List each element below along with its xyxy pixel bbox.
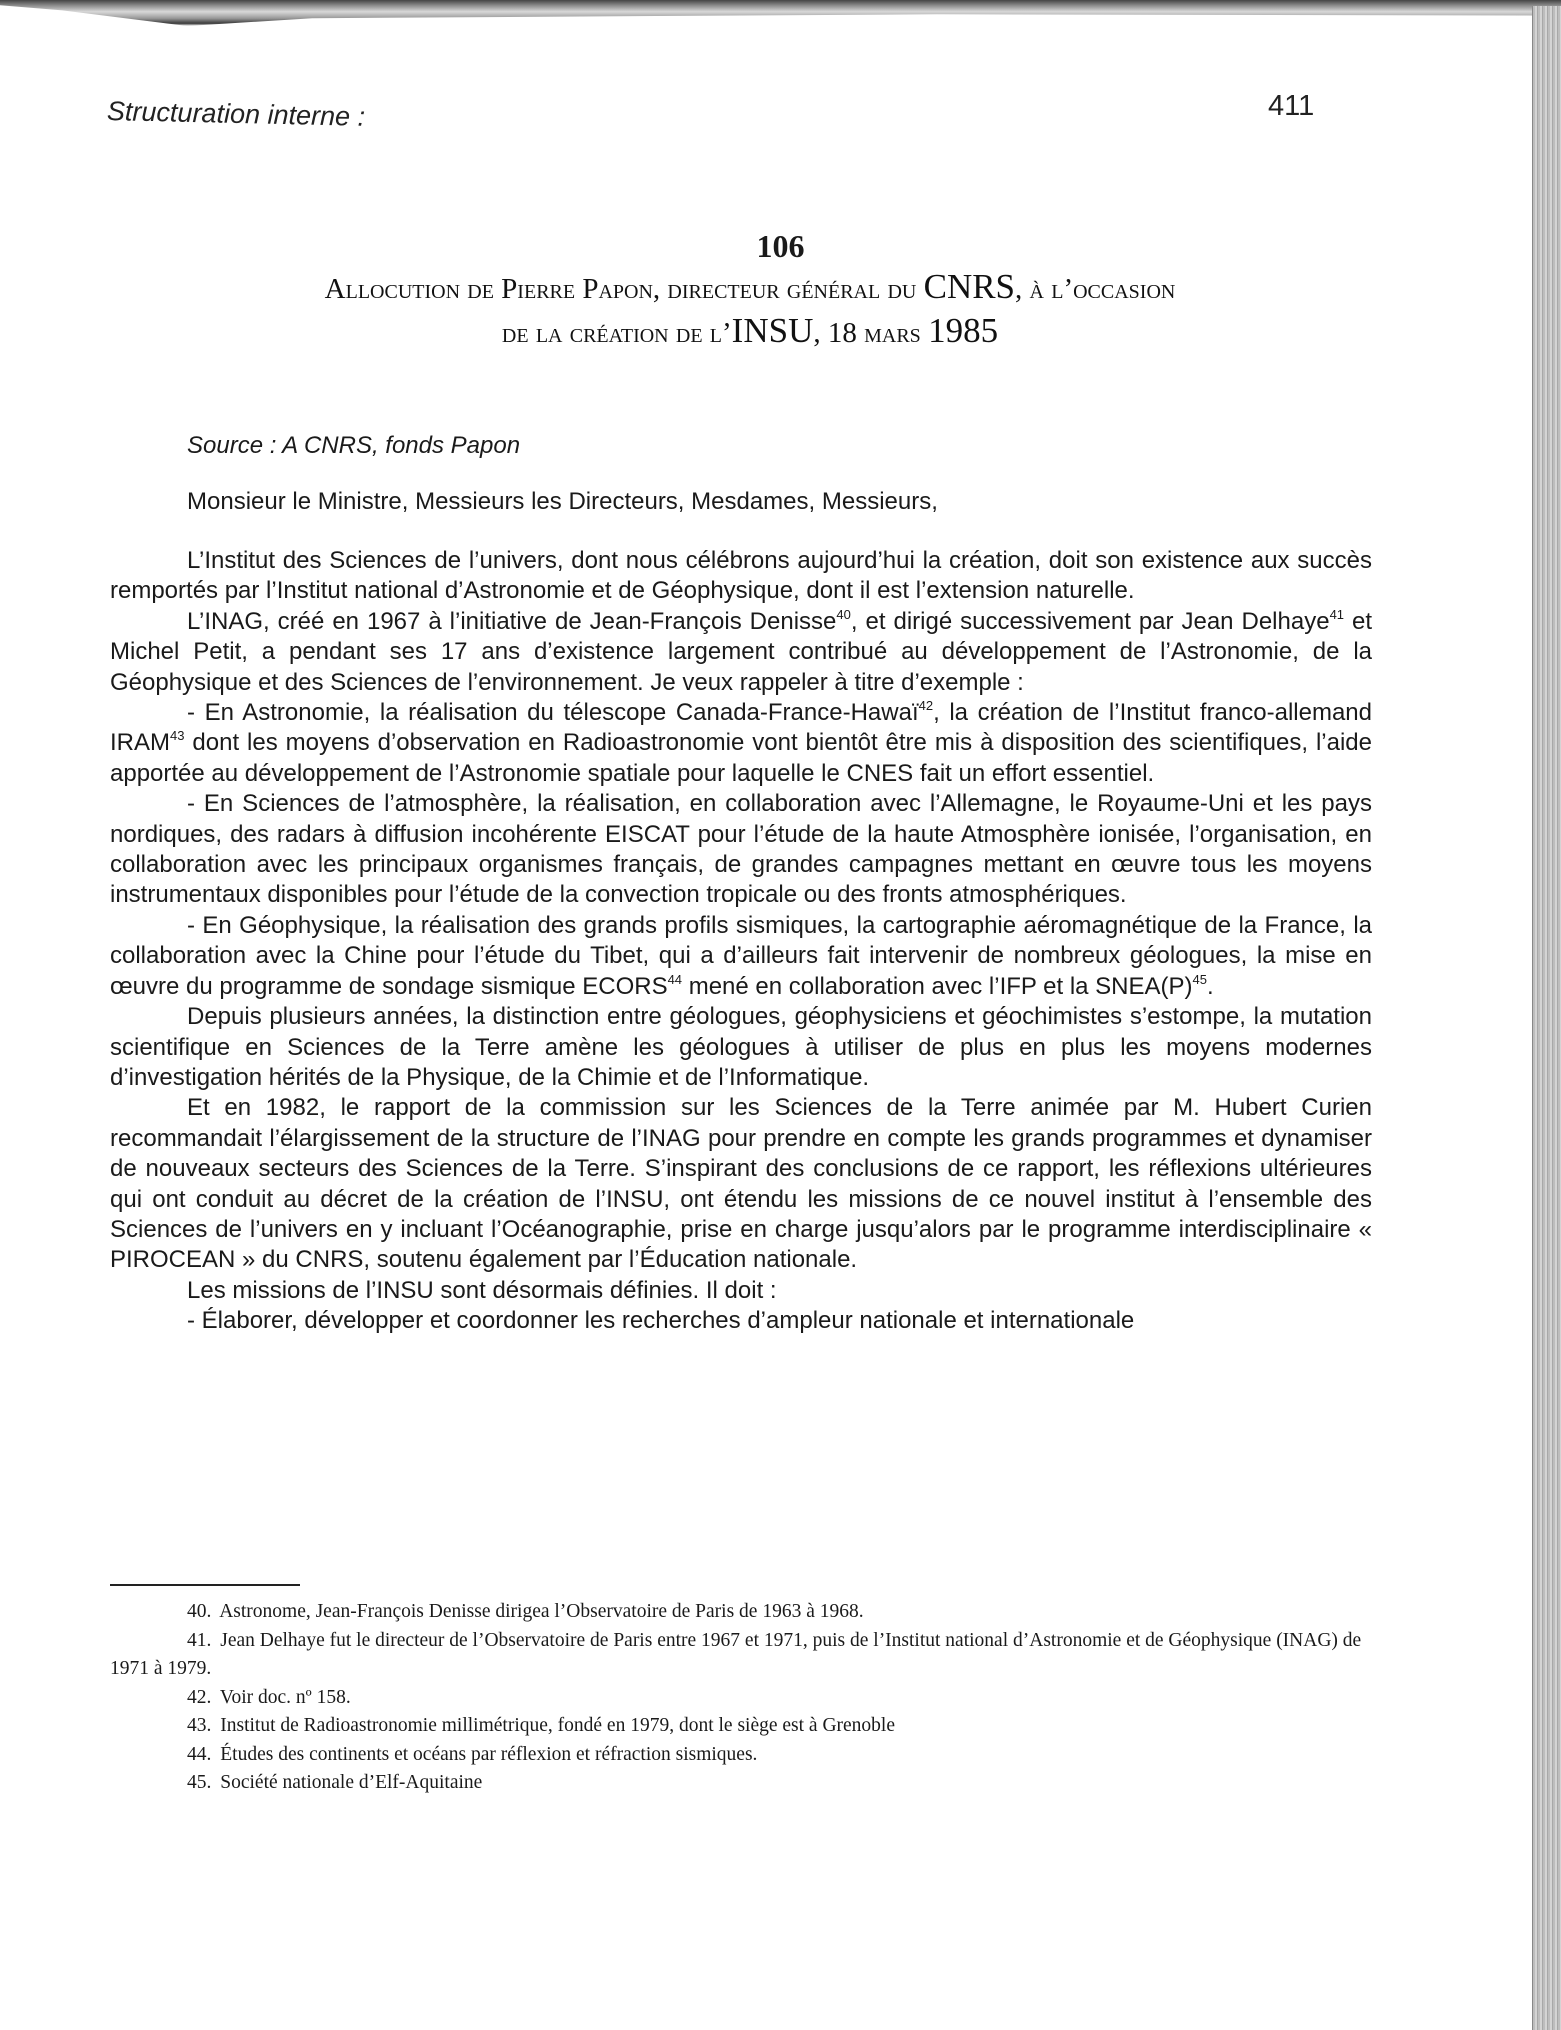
paragraph: Depuis plusieurs années, la distinction entre géologues, géophysiciens et géochimistes s’estompe, la mutation scientifique en Sciences de la Terre amène les géologues à utiliser de plus en plus les moyens modernes d’investigation hérités de la Physique, de la Chimie et de l’Informatique. [110,1003,1372,1091]
footnote-text: Voir doc. nº 158. [219,1686,351,1708]
title-line-2 [100,310,1400,354]
title-year: 1985 [928,311,999,350]
footnote-40 [110,1598,1372,1627]
text: dont les moyens d’observation en Radioastronomie vont bientôt être mis à disposition des scientifiques, l’aide apportée au développement de l’Astronomie spatiale pour laquelle le CNES fait un effort essentiel. [110,729,1372,787]
document-number: 106 [756,228,805,264]
footnote-number: 42. [187,1686,212,1708]
source-value: A CNRS, fonds Papon [282,432,521,459]
footnote-number: 43. [187,1715,212,1736]
footnote-ref[interactable]: 41 [1329,606,1345,622]
text: L’INAG, créé en 1967 à l’initiative de Jean-François Denisse [187,607,837,635]
paragraph [110,911,1372,1002]
footnotes [110,1598,1372,1798]
footnote-number: 40. [187,1601,212,1622]
paragraph: - En Sciences de l’atmosphère, la réalisation, en collaboration avec l’Allemagne, le Royaume-Uni et les pays nordiques, des radars à diffusion incohérente EISCAT pour l’étude de la haute Atmosphère ionisée, l’organisation, en collaboration avec les principaux organismes français, de grandes campagnes mettant en œuvre tous les moyens instrumentaux disponibles pour l’étude de la convection tropicale ou des fronts atmosphériques. [110,790,1372,909]
paragraph [110,607,1372,698]
footnote-ref[interactable]: 44 [667,971,683,987]
body-text [110,546,1372,1337]
book-top-edge [0,0,1561,26]
title-acronym-insu: INSU [731,311,814,350]
text: , la création de l’Institut franco-allemand IRAM [110,699,1372,757]
footnote-number: 45. [187,1772,212,1793]
text: - En Astronomie, la réalisation du télescope Canada-France-Hawaï [187,699,919,727]
paragraph: Et en 1982, le rapport de la commission sur les Sciences de la Terre animée par M. Hubert Curien recommandait l’élargissement de la structure de l’INAG pour prendre en compte les grands programmes et dynamiser de nouveaux secteurs des Sciences de la Terre. S’inspirant des conclusions de ce rapport, les réflexions ultérieures qui ont conduit au décret de la création de l’INSU, ont étendu les missions de ce nouvel institut à l’ensemble des Sciences de l’univers en y incluant l’Océanographie, prise en charge jusqu’alors par le programme interdisciplinaire « PIROCEAN » du CNRS, soutenu également par l’Éducation nationale. [110,1094,1372,1274]
footnote-text: Études des continents et océans par réflexion et réfraction sismiques. [220,1743,758,1765]
footnote-ref[interactable]: 40 [836,606,851,622]
footnote-44 [110,1741,1372,1770]
paragraph: - Élaborer, développer et coordonner les recherches d’ampleur nationale et internationale [187,1307,1135,1335]
footnote-divider [110,1584,300,1586]
footnote-number: 41. [187,1629,212,1651]
paragraph [110,698,1372,789]
footnote-text: Société nationale d’Elf-Aquitaine [220,1772,483,1793]
footnote-text: Institut de Radioastronomie millimétrique, fondé en 1979, dont le siège est à Grenoble [220,1715,896,1736]
source-line [187,432,520,460]
paragraph: L’Institut des Sciences de l’univers, dont nous célébrons aujourd’hui la création, doit son existence aux succès remportés par l’Institut national d’Astronomie et de Géophysique, dont il est l’extension naturelle. [110,547,1372,605]
text: et Michel Petit, a pendant ses 17 ans d’existence largement contribué au développement de l’Astronomie, de la Géophysique et des Sciences de l’environnement. Je veux rappeler à titre d’exemple : [110,607,1373,696]
running-head: Structuration interne : [106,96,366,132]
source-label: Source : [187,432,283,459]
salutation: Monsieur le Ministre, Messieurs les Directeurs, Mesdames, Messieurs, [187,488,938,515]
text: mené en collaboration avec l’IFP et la SNEA(P) [682,972,1193,1000]
page-number: 411 [1268,90,1315,122]
footnote-42 [110,1684,1372,1713]
footnote-ref[interactable]: 45 [1192,971,1207,987]
footnote-text: Astronome, Jean-François Denisse dirigea l’Observatoire de Paris de 1963 à 1968. [219,1601,864,1622]
text: , et dirigé successivement par Jean Delhaye [850,607,1330,635]
footnote-ref[interactable]: 42 [918,698,934,714]
title-line-1 [100,266,1400,310]
paragraph: Les missions de l’INSU sont désormais définies. Il doit : [187,1276,777,1304]
title-text: de la création de l’ [501,317,732,349]
footnote-number: 44. [187,1743,212,1765]
document-title [100,266,1400,354]
title-acronym-cnrs: CNRS [923,267,1016,306]
title-text: Allocution de Pierre Papon, directeur général du [324,273,924,305]
footnote-41 [110,1627,1372,1684]
footnote-text: Jean Delhaye fut le directeur de l’Observatoire de Paris entre 1967 et 1971, puis de l’Institut national d’Astronomie et de Géophysique (INAG) de 1971 à 1979. [110,1629,1362,1679]
title-text: , à l’occasion [1015,273,1176,305]
footnote-45 [110,1769,1372,1798]
footnote-ref[interactable]: 43 [170,728,185,744]
text: . [1206,972,1214,1000]
title-text: , 18 mars [813,317,929,349]
book-fore-edge [1532,6,1561,2030]
text: - En Géophysique, la réalisation des grands profils sismiques, la cartographie aéromagnétique de la France, la collaboration avec la Chine pour l’étude du Tibet, qui a d’ailleurs fait intervenir de nombreux géologues, la mise en œuvre du programme de sondage sismique ECORS [110,911,1372,1000]
footnote-43 [110,1712,1372,1741]
